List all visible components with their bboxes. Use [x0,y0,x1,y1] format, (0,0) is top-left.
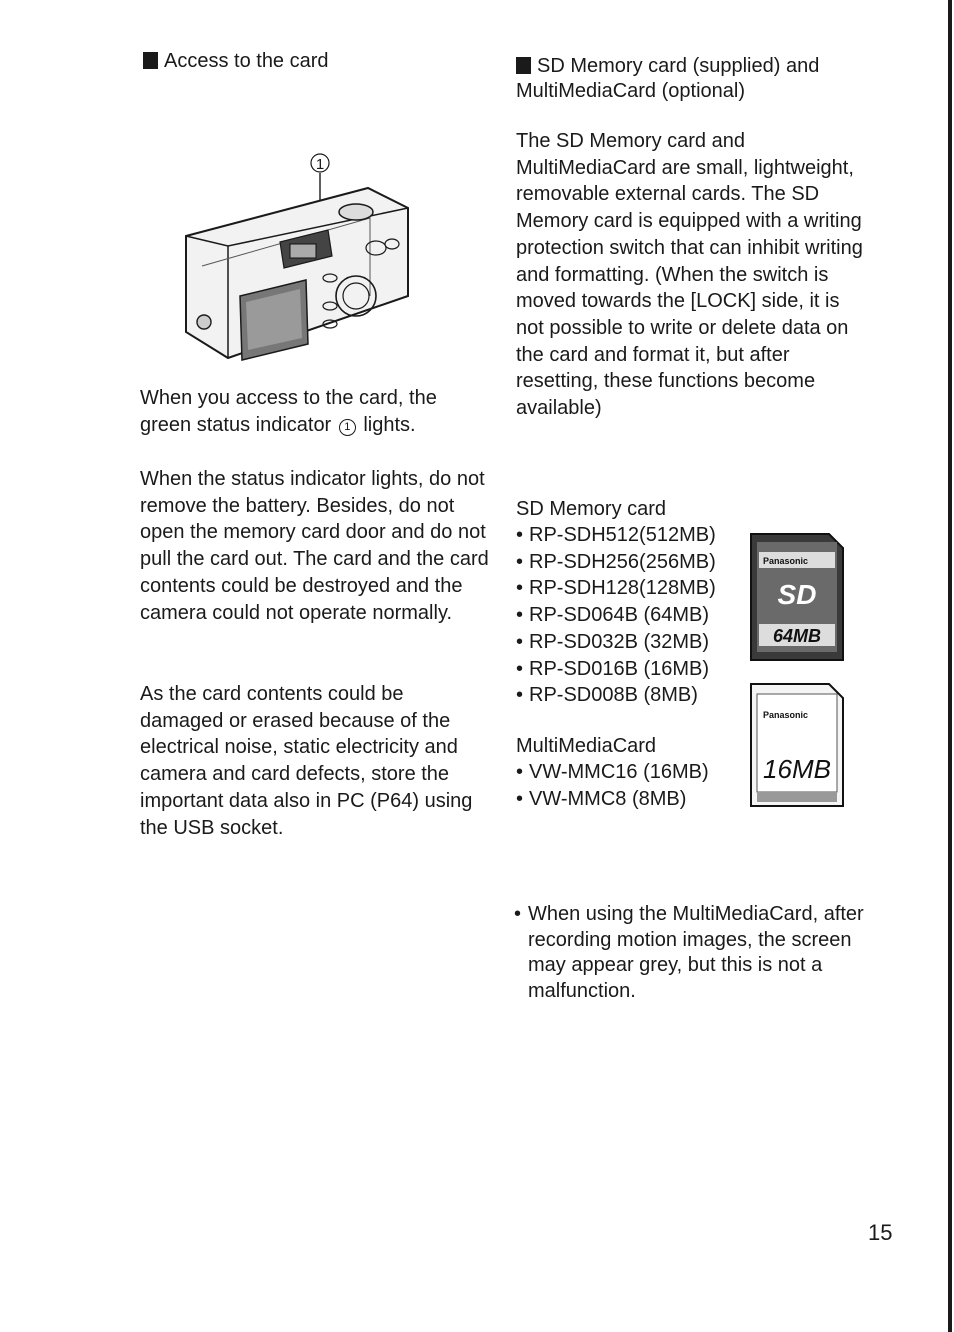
list-item: • VW-MMC8 (8MB) [516,786,709,813]
mmc-card-image [749,682,845,810]
list-item: • RP-SDH256(256MB) [516,549,716,576]
sd-card-list [516,522,716,709]
status-indicator-paragraph: When you access to the card, the green status indicator 1 lights. [140,387,437,436]
backup-advice-paragraph: As the card contents could be damaged or erased because of the electrical noise, static electricity and camera and card defects, store the important data also in PC (P64) using the USB socket. [140,683,473,839]
access-heading: Access to the card [143,49,329,74]
list-item: • RP-SD032B (32MB) [516,629,716,656]
svg-text:64MB: 64MB [772,626,822,646]
camera-illustration [180,146,420,384]
heading-square-icon [516,57,531,74]
svg-text:16MB: 16MB [763,754,831,784]
indicator-marker-1: 1 [339,419,356,436]
callout-marker-1: 1 [315,156,325,173]
mmc-note: • When using the MultiMediaCard, after recording motion images, the screen may appear grey, but this is not a malfunction. [514,902,888,1004]
sd-card-label: SD Memory card [516,498,667,520]
svg-text:Panasonic: Panasonic [763,710,809,720]
mmc-label: MultiMediaCard [516,735,657,757]
mmc-list [516,759,709,812]
list-item: • RP-SDH128(128MB) [516,575,716,602]
page-number: 15 [868,1220,893,1245]
list-item: • RP-SD008B (8MB) [516,682,716,709]
svg-text:Panasonic: Panasonic [763,556,809,566]
list-item: • VW-MMC16 (16MB) [516,759,709,786]
list-item: • RP-SDH512(512MB) [516,522,716,549]
cards-heading: SD Memory card (supplied) and MultiMediaCard (optional) [516,55,820,102]
list-item: • RP-SD064B (64MB) [516,602,716,629]
svg-text:SD: SD [777,579,817,610]
battery-warning-paragraph: When the status indicator lights, do not remove the battery. Besides, do not open the memory card door and do not pull the card out. The card and the card contents could be destroyed and the camera could not operate normally. [140,468,489,624]
page-edge-rule [948,0,952,1332]
list-item: • RP-SD016B (16MB) [516,656,716,683]
sd-card-image [749,532,845,662]
heading-square-icon [143,52,158,69]
cards-intro-paragraph: The SD Memory card and MultiMediaCard are small, lightweight, removable external cards. The SD Memory card is equipped with a writing protection switch that can inhibit writing and formatting. (When the switch is moved towards the [LOCK] side, it is not possible to write or delete data on the card and format it, but after resetting, these functions become available) [516,130,863,420]
